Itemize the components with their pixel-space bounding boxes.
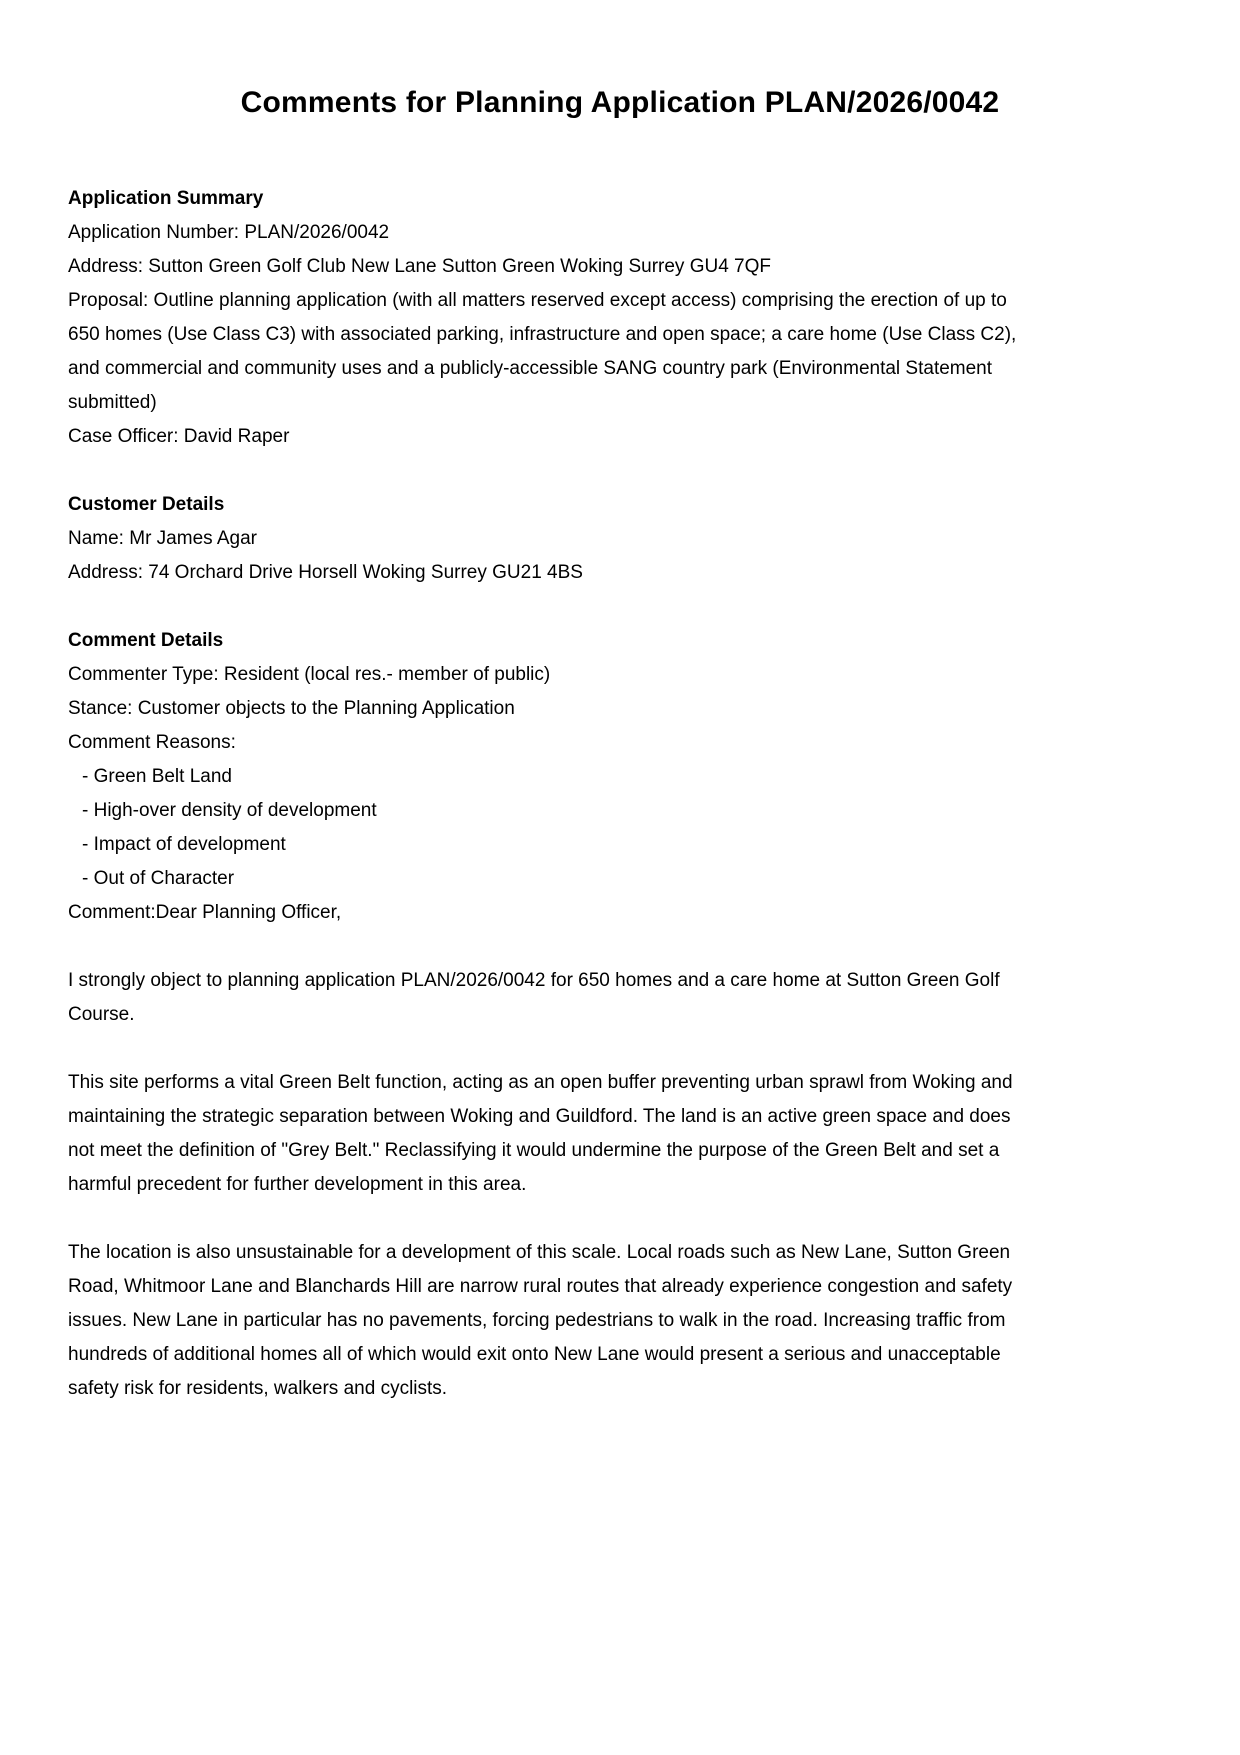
comment-paragraph: I strongly object to planning application PLAN/2026/0042 for 650 homes and a care home at Sutton Green Golf Course.: [68, 970, 1000, 1025]
comment-paragraph: This site performs a vital Green Belt function, acting as an open buffer preventing urban sprawl from Woking and maintaining the strategic separation between Woking and Guildford. The land is an active green space and does not meet the definition of "Grey Belt." Reclassifying it would undermine the purpose of the Green Belt and set a harmful precedent for further development in this area.: [68, 1072, 1013, 1195]
comment-reasons-label: Comment Reasons:: [68, 732, 236, 753]
application-number-line: Application Number: PLAN/2026/0042: [68, 222, 390, 243]
comment-reason: - High-over density of development: [82, 800, 377, 821]
application-summary-section: [68, 182, 1038, 454]
comment-paragraph: The location is also unsustainable for a development of this scale. Local roads such as New Lane, Sutton Green Road, Whitmoor Lane and Blanchards Hill are narrow rural routes that already experience congestion and safety issues. New Lane in particular has no pavements, forcing pedestrians to walk in the road. Increasing traffic from hundreds of additional homes all of which would exit onto New Lane would present a serious and unacceptable safety risk for residents, walkers and cyclists.: [68, 1242, 1013, 1399]
customer-address-line: Address: 74 Orchard Drive Horsell Woking Surrey GU21 4BS: [68, 562, 583, 583]
customer-details-section: [68, 488, 1038, 590]
customer-name-line: Name: Mr James Agar: [68, 528, 257, 549]
application-summary-heading: Application Summary: [68, 188, 264, 209]
case-officer-line: Case Officer: David Raper: [68, 426, 290, 447]
comment-reason: - Impact of development: [82, 834, 286, 855]
comment-details-heading: Comment Details: [68, 630, 224, 651]
stance-line: Stance: Customer objects to the Planning Application: [68, 698, 515, 719]
customer-details-heading: Customer Details: [68, 494, 225, 515]
application-address-line: Address: Sutton Green Golf Club New Lane Sutton Green Woking Surrey GU4 7QF: [68, 256, 771, 277]
comment-details-section: [68, 624, 1038, 930]
application-proposal-line: Proposal: Outline planning application (with all matters reserved except access) comprising the erection of up to 650 homes (Use Class C3) with associated parking, infrastructure and open space; a care home (Use Class C2), and commercial and community uses and a publicly-accessible SANG country park (Environmental Statement submitted): [68, 290, 1017, 413]
comment-reason: - Green Belt Land: [82, 766, 232, 787]
comment-reason: - Out of Character: [82, 868, 235, 889]
document-content: [68, 182, 1038, 1406]
comment-intro-line: Comment:Dear Planning Officer,: [68, 902, 342, 923]
document-title: Comments for Planning Application PLAN/2026/0042: [240, 86, 1000, 119]
commenter-type-line: Commenter Type: Resident (local res.- member of public): [68, 664, 551, 685]
